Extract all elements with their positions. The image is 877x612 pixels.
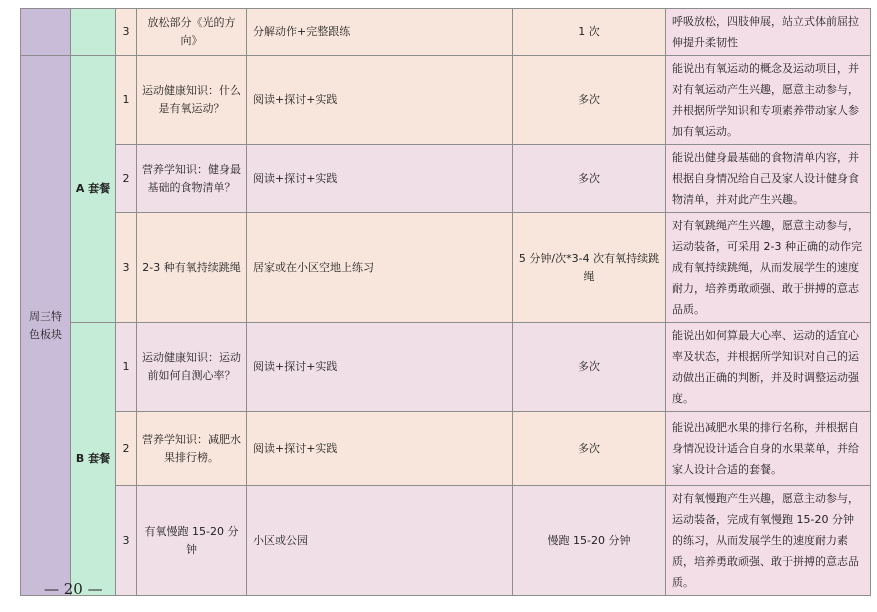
row-number: 3 [116,9,137,56]
table-row [21,412,871,486]
goal-cell: 呼吸放松，四肢伸展，站立式体前屈拉伸提升柔韧性 [666,9,871,56]
package-label-b: B 套餐 [71,323,116,596]
goal-cell: 能说出有氧运动的概念及运动项目，并对有氧运动产生兴趣，愿意主动参与，并根据所学知识和专项素养带动家人参加有氧运动。 [666,56,871,145]
topic-cell: 2-3 种有氧持续跳绳 [137,213,247,323]
table-row [21,213,871,323]
topic-cell: 放松部分《光的方向》 [137,9,247,56]
method-cell: 阅读+探讨+实践 [247,323,513,412]
method-cell: 小区或公园 [247,486,513,596]
method-cell: 阅读+探讨+实践 [247,145,513,213]
frequency-cell: 慢跑 15-20 分钟 [513,486,666,596]
row-number: 3 [116,213,137,323]
goal-cell: 能说出减肥水果的排行名称，并根据自身情况设计适合自身的水果菜单，并给家人设计合适的套餐。 [666,412,871,486]
page-number: — 20 — [44,580,103,598]
topic-cell: 运动健康知识：什么是有氧运动？ [137,56,247,145]
frequency-cell: 5 分钟/次*3-4 次有氧持续跳绳 [513,213,666,323]
row-number: 3 [116,486,137,596]
topic-cell: 有氧慢跑 15-20 分钟 [137,486,247,596]
table-row [21,145,871,213]
method-cell: 居家或在小区空地上练习 [247,213,513,323]
row-number: 1 [116,323,137,412]
topic-cell: 营养学知识：健身最基础的食物清单？ [137,145,247,213]
method-cell: 阅读+探讨+实践 [247,412,513,486]
frequency-cell: 多次 [513,412,666,486]
goal-cell: 能说出健身最基础的食物清单内容，并根据自身情况给自己及家人设计健身食物清单，并对此产生兴趣。 [666,145,871,213]
frequency-cell: 1 次 [513,9,666,56]
frequency-cell: 多次 [513,323,666,412]
topic-cell: 运动健康知识：运动前如何自测心率？ [137,323,247,412]
goal-cell: 对有氧跳绳产生兴趣，愿意主动参与，运动装备，可采用 2-3 种正确的动作完成有氧持续跳绳，从而发展学生的速度耐力，培养勇敢顽强、敢于拼搏的意志品质。 [666,213,871,323]
section-label: 周三特色板块 [21,56,71,596]
frequency-cell: 多次 [513,145,666,213]
table-row [21,486,871,596]
frequency-cell: 多次 [513,56,666,145]
table-row [21,9,871,56]
section-cell-top [21,9,71,56]
goal-cell: 对有氧慢跑产生兴趣，愿意主动参与，运动装备，完成有氧慢跑 15-20 分钟的练习，从而发展学生的速度耐力素质，培养勇敢顽强、敢于拼搏的意志品质。 [666,486,871,596]
method-cell: 分解动作+完整跟练 [247,9,513,56]
method-cell: 阅读+探讨+实践 [247,56,513,145]
row-number: 2 [116,412,137,486]
table-row [21,323,871,412]
topic-cell: 营养学知识：减肥水果排行榜。 [137,412,247,486]
schedule-table [20,8,871,596]
row-number: 2 [116,145,137,213]
table-row [21,56,871,145]
package-cell-top [71,9,116,56]
row-number: 1 [116,56,137,145]
goal-cell: 能说出如何算最大心率、运动的适宜心率及状态，并根据所学知识对自己的运动做出正确的判断，并及时调整运动强度。 [666,323,871,412]
package-label-a: A 套餐 [71,56,116,323]
